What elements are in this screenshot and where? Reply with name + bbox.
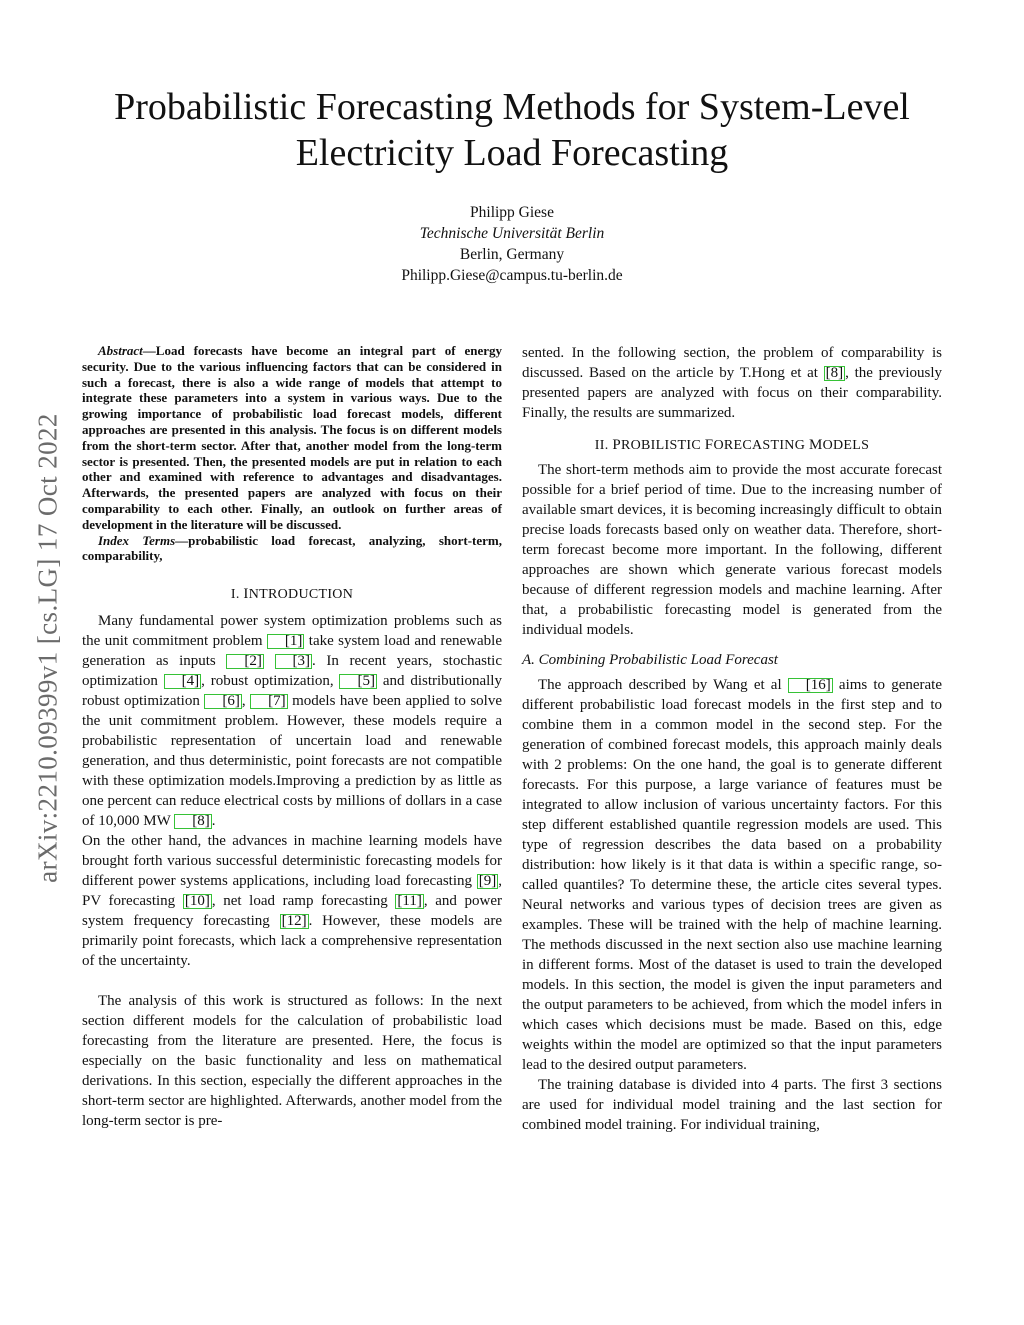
- citation-link[interactable]: [6]: [204, 694, 242, 709]
- citation-link[interactable]: [16]: [788, 678, 833, 693]
- abstract: [82, 343, 502, 564]
- text-run: aims to generate different probabilistic load forecast models in the first step and to combine them in a common model in the second step. For the generation of combined forecast models, this approach mainly deals with 2 problems: On the one hand, the goal is to generate different forecasts. For this purpose, a large variance of features must be integrated to allow inclusion of various uncertainty factors. For this step different established quantile regression models are used. This type of regression describes the data based on a probability distribution: how likely is it that data is within a specific range, so-called quantiles? To determine these, the article cites several types. Neural networks and various types of decision trees are given as examples. These will be trained with the help of machine learning. The methods discussed in the next section also use machine learning in different forms. Most of the dataset is used to train the developed models. In this section, the model is given the input parameters and the output parameters to be achieved, from which the model infers in which cases which decisions must be made. Based on this, edge weights within the model are optimized so that the input parameters lead to the desired output parameters.: [522, 677, 942, 1073]
- text-run: . However, these models are primarily point forecasts, which lack a comprehensive representation of the uncertainty.: [82, 913, 502, 970]
- text-run: .: [211, 813, 216, 830]
- index-terms-text: —probabilistic load forecast, analyzing, short-term, comparability,: [82, 532, 502, 564]
- author-block: [262, 202, 762, 286]
- author-location: Berlin, Germany: [459, 246, 565, 263]
- right-column: [522, 343, 942, 1135]
- heading-rest: ROBILISTIC: [620, 438, 705, 453]
- left-column: [82, 343, 502, 1131]
- section-numeral: I.: [230, 587, 244, 603]
- citation-link[interactable]: [10]: [184, 893, 210, 910]
- section-heading-introduction: [82, 586, 502, 603]
- text-run: take system load and renewable generation as inputs: [82, 633, 502, 670]
- heading-initial: P: [612, 437, 621, 453]
- text-run: , the previously presented papers are analyzed with focus on their comparability. Finally, the results are summarized.: [522, 365, 942, 421]
- text-run: models have been applied to solve the unit commitment problem. However, these models require a probabilistic representation of uncertain load and renewable generation, and thus deterministic, point forecasts are not compatible with these optimization models.Improving a prediction by as little as one percent can reduce electrical costs by millions of dollars in a case of 10,000 MW: [82, 693, 502, 830]
- heading-initial: F: [704, 437, 714, 453]
- text-run: , net load ramp forecasting: [211, 893, 396, 910]
- text-run: , and power system frequency forecasting: [82, 893, 502, 930]
- citation-link[interactable]: [8]: [174, 814, 212, 829]
- section-numeral: II.: [594, 438, 613, 453]
- introduction-body: [82, 611, 502, 1131]
- intro-paragraph-2: [82, 831, 502, 971]
- author-name: Philipp Giese: [470, 204, 554, 221]
- text-run: . In recent years, stochastic optimization: [82, 653, 502, 690]
- intro-paragraph-3: The analysis of this work is structured as follows: In the next section different models for the calculation of probabilistic load forecasting from the literature are presented. Here, the focus is especially on the basic functionality and less on mathematical derivations. In this section, especially the different approaches in the short-term sector are highlighted. Afterwards, another model from the long-term sector is pre-: [82, 993, 502, 1130]
- citation-link[interactable]: [1]: [267, 634, 305, 649]
- title-line-1: Probabilistic Forecasting Methods for System-Level: [114, 86, 910, 128]
- text-run: Many fundamental power system optimization problems such as the unit commitment problem: [82, 613, 502, 650]
- text-run: The approach described by Wang et al: [538, 677, 788, 693]
- text-run: and distributionally robust optimization: [82, 673, 502, 710]
- text-run: On the other hand, the advances in machine learning models have brought forth various successful deterministic forecasting models for different power systems applications, including load forecasting: [82, 833, 502, 890]
- heading-rest: ODELS: [822, 438, 870, 453]
- citation-link[interactable]: [11]: [397, 893, 422, 910]
- author-affiliation: Technische Universität Berlin: [419, 225, 605, 242]
- title-line-2: Electricity Load Forecasting: [295, 132, 729, 174]
- intro-continuation: [522, 343, 942, 423]
- subsection-a-paragraph-1: [522, 675, 942, 1075]
- arxiv-identifier: arXiv:2210.09399v1 [cs.LG] 17 Oct 2022: [32, 413, 63, 883]
- right-column-body: [522, 343, 942, 1135]
- abstract-text: —Load forecasts have become an integral part of energy security. Due to the various influencing factors that can be considered in such a forecast, there is also a wide range of models that attempt to integrate these parameters into a system in various ways. Due to the growing importance of probabilistic load forecast models, different approaches are presented in this analysis. The focus is on different models from the short-term sector. After that, another model from the long-term sector is presented. Then, the presented models are put in relation to each other and examined with reference to advantages and disadvantages. Afterwards, the presented papers are analyzed with focus on their comparability to each other. Finally, an outlook on further areas of development in the literature will be discussed.: [82, 343, 502, 532]
- models-paragraph-1: The short-term methods aim to provide the most accurate forecast possible for a brief period of time. Due to the increasing number of available smart devices, it is becoming increasingly difficult to obtain precise loads forecasts based only on weather data. Therefore, short-term forecast become more important. In the following, different approaches are shown which generate various forecast models because of different regression models and machine learning. After that, a probabilistic forecasting model is generated from the individual models.: [522, 462, 942, 638]
- index-terms-label: Index Terms: [98, 532, 176, 548]
- abstract-paragraph: [82, 343, 502, 533]
- subsection-heading-a: A. Combining Probabilistic Load Forecast: [522, 652, 778, 668]
- citation-link[interactable]: [5]: [339, 674, 377, 689]
- paper-title: [60, 84, 964, 176]
- heading-rest: NTRODUCTION: [248, 587, 354, 603]
- text-run: , PV forecasting: [82, 873, 502, 910]
- citation-link[interactable]: [4]: [164, 674, 202, 689]
- citation-link[interactable]: [8]: [825, 365, 844, 381]
- citation-link[interactable]: [3]: [275, 654, 313, 669]
- heading-initial: M: [808, 437, 823, 453]
- section-heading-models: [522, 437, 942, 454]
- heading-rest: ORECASTING: [713, 438, 809, 453]
- text-run: , robust optimization,: [201, 673, 340, 690]
- citation-link[interactable]: [12]: [281, 913, 307, 930]
- citation-link[interactable]: [2]: [226, 654, 264, 669]
- author-email: Philipp.Giese@campus.tu-berlin.de: [401, 267, 623, 284]
- citation-link[interactable]: [9]: [478, 873, 497, 890]
- index-terms: [82, 533, 502, 565]
- intro-paragraph-1: Many fundamental power system optimization problems such as the unit commitment problem [1] take system load and renewable generation as inputs [2] [3] . In recent years, stochastic optimization [4] , robust optimization, [5] and distributionally robust optimization [6] , [7] models have been applied to solve the unit commitment problem. However, these models require a probabilistic representation of uncertain load and renewable generation, and thus deterministic, point forecasts are not compatible with these optimization models.Improving a prediction by as little as one percent can reduce electrical costs by millions of dollars in a case of 10,000 MW [8] .: [82, 613, 502, 830]
- subsection-a-paragraph-2: The training database is divided into 4 parts. The first 3 sections are used for individual model training and the last section for combined model training. For individual training,: [522, 1077, 942, 1133]
- text-run: sented. In the following section, the problem of comparability is discussed. Based on the article by T.Hong et at: [522, 345, 942, 381]
- citation-link[interactable]: [7]: [250, 694, 288, 709]
- heading-initial: I: [243, 586, 249, 603]
- abstract-label: Abstract: [98, 343, 143, 358]
